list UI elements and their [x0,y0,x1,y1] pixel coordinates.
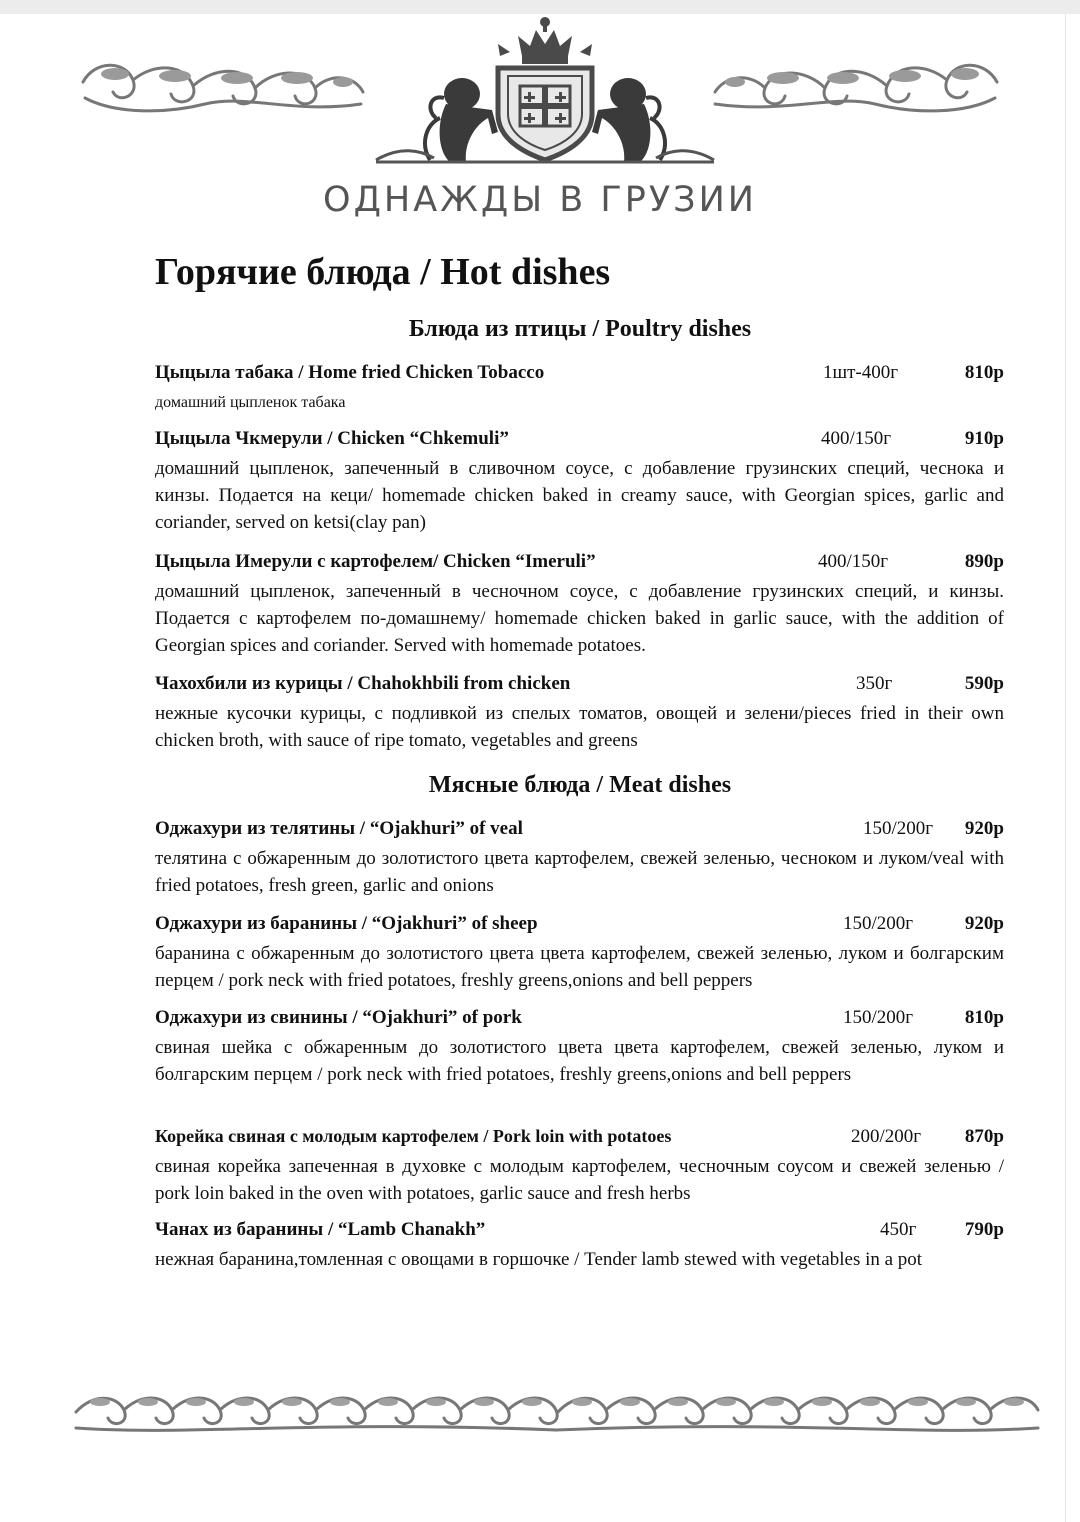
item-name: Чахохбили из курицы / Chahokhbili from chicken [155,673,571,694]
item-name: Цыцыла табака / Home fried Chicken Tobacco [155,362,545,383]
top-bar [0,0,1080,14]
item-description: баранина с обжаренным до золотистого цвета цвета картофелем, свежей зеленью, луком и болгарским перцем / pork neck with fried potatoes, freshly greens,onions and bell peppers [155,943,1004,991]
restaurant-name: ОДНАЖДЫ В ГРУЗИИ [323,180,757,220]
item-weight: 150/200г [863,818,934,839]
item-weight: 150/200г [843,1007,914,1028]
item-name: Оджахури из свинины / “Ojakhuri” of pork [155,1007,522,1028]
item-description: свиная шейка с обжаренным до золотистого цвета цвета картофелем, свежей зеленью, луком и болгарским перцем / pork neck with fried potatoes, freshly greens,onions and bell peppers [155,1037,1004,1085]
item-description: телятина с обжаренным до золотистого цвета картофелем, свежей зеленью, чесноком и луком/veal with fried potatoes, fresh green, garlic and onions [155,848,1004,896]
item-description: нежные кусочки курицы, с подливкой из спелых томатов, овощей и зелени/pieces fried in their own chicken broth, with sauce of ripe tomato, vegetables and greens [155,703,1004,751]
menu-item [155,1007,1004,1088]
item-weight: 450г [880,1219,917,1240]
item-price: 910р [964,428,1004,449]
right-ornament-icon [707,52,1005,120]
menu-item [155,673,1004,754]
item-weight: 350г [856,673,893,694]
item-name: Корейка свиная с молодым картофелем / Pork loin with potatoes [155,1126,672,1146]
bottom-ornament-icon [72,1388,1042,1436]
crest-logo-icon [370,14,720,164]
menu-item [155,1219,1004,1273]
item-price: 590р [964,673,1004,694]
item-name: Оджахури из баранины / “Ojakhuri” of sheep [155,913,538,934]
item-price: 810р [964,1007,1004,1028]
menu-item [155,818,1004,899]
left-ornament-icon [75,52,367,120]
item-price: 790р [964,1219,1004,1240]
menu-item [155,362,1004,416]
item-price: 920р [964,818,1004,839]
item-name: Чанах из баранины / “Lamb Chanakh” [155,1219,486,1240]
section-heading-poultry: Блюда из птицы / Poultry dishes [408,316,752,342]
menu-item [155,551,1004,659]
item-description: нежная баранина,томленная с овощами в горшочке / Tender lamb stewed with vegetables in a pot [155,1249,923,1270]
item-weight: 1шт-400г [823,362,899,383]
page-title: Горячие блюда / Hot dishes [155,251,611,293]
item-name: Оджахури из телятины / “Ojakhuri” of veal [155,818,523,839]
item-weight: 150/200г [843,913,914,934]
page-edge [1065,14,1066,1522]
item-price: 920р [964,913,1004,934]
menu-item [155,428,1004,536]
section-heading-meat: Мясные блюда / Meat dishes [428,772,732,798]
item-price: 890р [964,551,1004,572]
item-name: Цыцыла Имерули с картофелем/ Chicken “Imeruli” [155,551,596,572]
item-price: 810р [964,362,1004,383]
item-price: 870р [964,1126,1004,1147]
menu-item [155,913,1004,994]
item-description: свиная корейка запеченная в духовке с молодым картофелем, чесночным соусом и свежей зеленью / pork loin baked in the oven with potatoes, garlic sauce and fresh herbs [155,1156,1004,1204]
item-weight: 200/200г [851,1126,922,1147]
menu-item [155,1126,1004,1207]
item-weight: 400/150г [821,428,892,449]
item-description: домашний цыпленок, запеченный в чесночном соусе, с добавление грузинских специй, и кинзы. Подается с картофелем по-домашнему/ homemade chicken baked in garlic sauce, with the addition of Georgian spices and coriander. Served with homemade potatoes. [155,581,1004,656]
item-weight: 400/150г [818,551,889,572]
item-name: Цыцыла Чкмерули / Chicken “Chkemuli” [155,428,509,449]
item-description: домашний цыпленок, запеченный в сливочном соусе, с добавление грузинских специй, чеснока и кинзы. Подается на кеци/ homemade chicken baked in creamy sauce, with Georgian spices, garlic and coriander, served on ketsi(clay pan) [155,458,1004,533]
item-description: домашний цыпленок табака [155,394,346,411]
